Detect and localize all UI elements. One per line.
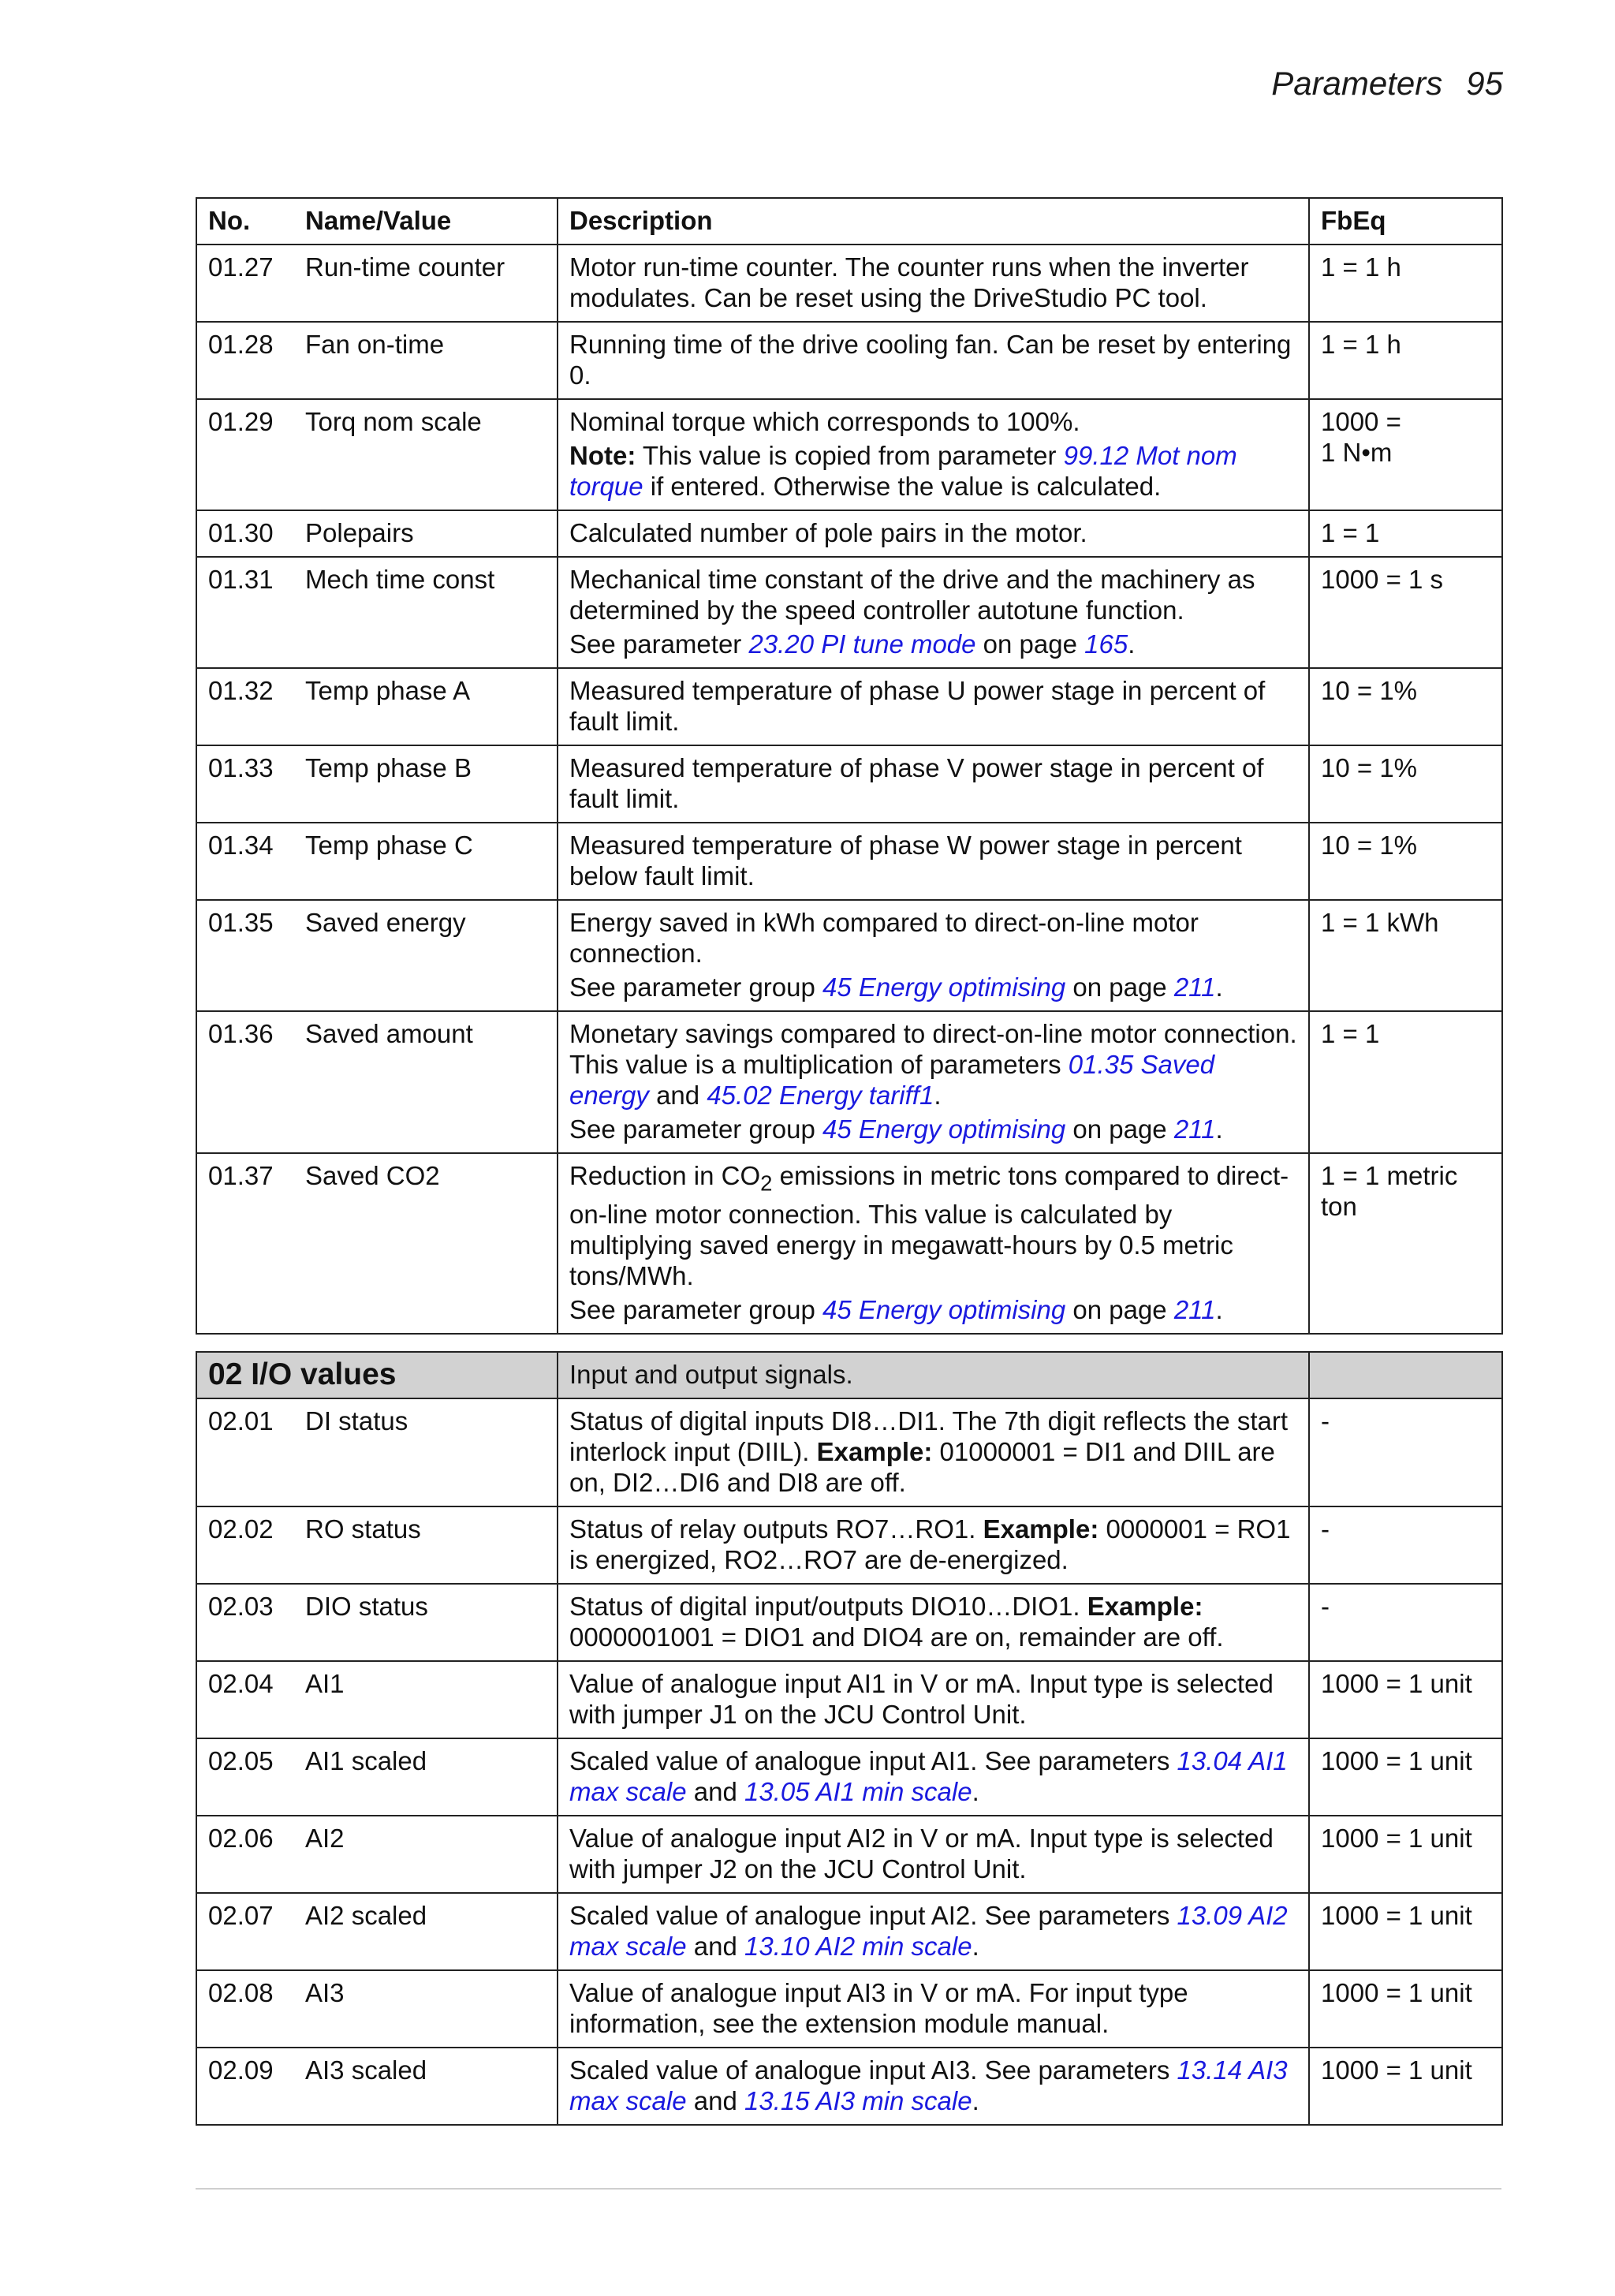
- description-text-a: Scaled value of analogue input AI3. See parameters: [569, 2055, 1177, 2085]
- param-link[interactable]: 23.20 PI tune mode: [748, 629, 976, 659]
- description-text-a: Status of digital inputs DI8…DI1. The 7th digit reflects the start interlock input (DIIL).: [569, 1406, 1289, 1466]
- see-text: on page: [975, 629, 1085, 659]
- param-description: [558, 399, 1309, 510]
- param-description: [558, 900, 1309, 1011]
- param-no: 01.37: [196, 1153, 294, 1334]
- description-text: Nominal torque which corresponds to 100%.: [569, 407, 1080, 436]
- param-no: 02.02: [196, 1506, 294, 1584]
- table-row: [196, 1816, 1502, 1893]
- see-reference: [569, 1114, 1297, 1144]
- param-description: [558, 1398, 1309, 1506]
- description-text: [569, 1018, 1297, 1111]
- param-description: Motor run-time counter. The counter runs when the inverter modulates. Can be reset using the DriveStudio PC tool.: [558, 245, 1309, 322]
- param-link[interactable]: 01.35 Saved energy: [569, 1050, 1215, 1110]
- col-header-name: Name/Value: [294, 198, 558, 245]
- param-name: AI2 scaled: [294, 1893, 558, 1970]
- see-text: .: [1215, 1114, 1223, 1144]
- param-link[interactable]: 13.05 AI1 min scale: [744, 1777, 972, 1806]
- parameters-table-01: [196, 197, 1503, 1335]
- description-text: Mechanical time constant of the drive and the machinery as determined by the speed controller autotune function.: [569, 565, 1255, 625]
- param-no: 01.30: [196, 510, 294, 557]
- description-text: Energy saved in kWh compared to direct-on-line motor connection.: [569, 908, 1199, 968]
- table-header-row: [196, 198, 1502, 245]
- table-row: [196, 399, 1502, 510]
- table-row: [196, 1661, 1502, 1738]
- table-row: [196, 510, 1502, 557]
- param-name: Run-time counter: [294, 245, 558, 322]
- see-text: .: [1215, 1294, 1223, 1324]
- param-no: 01.28: [196, 322, 294, 399]
- param-fbeq: 1000 = 1 unit: [1309, 1816, 1502, 1893]
- see-text: See parameter group: [569, 973, 823, 1002]
- description-text-a: Monetary savings compared to direct-on-line motor connection. This value is a multiplication of parameters: [569, 1019, 1297, 1079]
- table-row: [196, 322, 1502, 399]
- see-text: See parameter: [569, 629, 749, 659]
- description-text-a: Status of digital input/outputs DIO10…DIO1.: [569, 1592, 1087, 1621]
- param-description: Measured temperature of phase W power stage in percent below fault limit.: [558, 823, 1309, 900]
- param-link[interactable]: 13.04 AI1 max scale: [569, 1746, 1288, 1806]
- page-link[interactable]: 165: [1084, 629, 1128, 659]
- description-text: [569, 1160, 1297, 1291]
- description-text-b: 0000001001 = DIO1 and DIO4 are on, remainder are off.: [569, 1622, 1224, 1652]
- conjunction-text: and: [686, 2086, 744, 2115]
- see-text: .: [1128, 629, 1136, 659]
- param-no: 02.08: [196, 1970, 294, 2048]
- table-row: [196, 1584, 1502, 1661]
- param-fbeq: 10 = 1%: [1309, 823, 1502, 900]
- table-row: [196, 1398, 1502, 1506]
- group-link[interactable]: 45 Energy optimising: [822, 973, 1066, 1002]
- param-no: 02.01: [196, 1398, 294, 1506]
- group-title: 02 I/O values: [196, 1352, 558, 1398]
- param-name: AI2: [294, 1816, 558, 1893]
- table-row: [196, 1893, 1502, 1970]
- param-description: Calculated number of pole pairs in the motor.: [558, 510, 1309, 557]
- page-link[interactable]: 211: [1173, 1114, 1216, 1144]
- param-link[interactable]: 13.14 AI3 max scale: [569, 2055, 1288, 2115]
- param-no: 01.31: [196, 557, 294, 668]
- param-fbeq: 1 = 1: [1309, 510, 1502, 557]
- conjunction-text: and: [686, 1932, 744, 1961]
- note-text-b: if entered. Otherwise the value is calculated.: [643, 472, 1162, 501]
- param-fbeq: 10 = 1%: [1309, 668, 1502, 745]
- param-link[interactable]: 13.09 AI2 max scale: [569, 1901, 1288, 1961]
- param-name: AI1 scaled: [294, 1738, 558, 1816]
- description-text-b: 0000001 = RO1 is energized, RO2…RO7 are de-energized.: [569, 1514, 1291, 1574]
- see-reference: [569, 972, 1297, 1002]
- param-description: [558, 1584, 1309, 1661]
- page-header: [1271, 65, 1503, 103]
- example-label: Example:: [1087, 1592, 1203, 1621]
- param-fbeq: 1000 = 1 unit: [1309, 1738, 1502, 1816]
- param-fbeq: 1 = 1 metric ton: [1309, 1153, 1502, 1334]
- param-link[interactable]: 45.02 Energy tariff1: [707, 1081, 934, 1110]
- param-name: Torq nom scale: [294, 399, 558, 510]
- table-row: [196, 668, 1502, 745]
- param-fbeq: -: [1309, 1398, 1502, 1506]
- param-link[interactable]: 99.12 Mot nom torque: [569, 441, 1237, 501]
- param-description: [558, 1893, 1309, 1970]
- param-name: RO status: [294, 1506, 558, 1584]
- param-fbeq: 1000 = 1 unit: [1309, 1893, 1502, 1970]
- param-fbeq: -: [1309, 1506, 1502, 1584]
- param-no: 02.05: [196, 1738, 294, 1816]
- see-text: on page: [1065, 1114, 1174, 1144]
- subscript: 2: [760, 1170, 773, 1196]
- col-header-fbeq: FbEq: [1309, 198, 1502, 245]
- param-name: DI status: [294, 1398, 558, 1506]
- note-label: Note:: [569, 441, 636, 470]
- param-no: 01.27: [196, 245, 294, 322]
- param-name: Mech time const: [294, 557, 558, 668]
- period-text: .: [972, 1777, 979, 1806]
- footer-divider: [196, 2188, 1501, 2190]
- fbeq-line-2: 1 N•m: [1321, 438, 1393, 467]
- param-no: 01.34: [196, 823, 294, 900]
- conjunction-text: and: [648, 1081, 707, 1110]
- section-title: Parameters: [1271, 65, 1443, 102]
- param-description: [558, 557, 1309, 668]
- description-text-a: Reduction in CO: [569, 1161, 761, 1190]
- note-text: [569, 440, 1297, 502]
- see-text: See parameter group: [569, 1294, 823, 1324]
- page-number: 95: [1466, 65, 1503, 102]
- group-description: Input and output signals.: [558, 1352, 1309, 1398]
- param-name: Saved amount: [294, 1011, 558, 1153]
- conjunction-text: and: [686, 1777, 744, 1806]
- table-row: [196, 557, 1502, 668]
- description-text-b: 01000001 = DI1 and DIIL are on, DI2…DI6 and DI8 are off.: [569, 1437, 1275, 1497]
- param-name: Polepairs: [294, 510, 558, 557]
- page-link[interactable]: 211: [1173, 1294, 1216, 1324]
- param-no: 01.35: [196, 900, 294, 1011]
- param-name: AI3 scaled: [294, 2048, 558, 2125]
- table-row: [196, 1970, 1502, 2048]
- param-description: Value of analogue input AI3 in V or mA. For input type information, see the extension module manual.: [558, 1970, 1309, 2048]
- see-text: on page: [1065, 1294, 1174, 1324]
- col-header-no: No.: [196, 198, 294, 245]
- param-no: 02.03: [196, 1584, 294, 1661]
- see-text: on page: [1065, 973, 1174, 1002]
- param-fbeq: 1000 = 1 s: [1309, 557, 1502, 668]
- example-label: Example:: [816, 1437, 933, 1466]
- param-description: [558, 1506, 1309, 1584]
- example-label: Example:: [983, 1514, 1099, 1544]
- group-fbeq-empty: [1309, 1352, 1502, 1398]
- param-no: 01.36: [196, 1011, 294, 1153]
- param-fbeq: 1000 = 1 unit: [1309, 1661, 1502, 1738]
- param-fbeq: -: [1309, 1584, 1502, 1661]
- group-link[interactable]: 45 Energy optimising: [822, 1294, 1066, 1324]
- param-no: 02.04: [196, 1661, 294, 1738]
- param-name: DIO status: [294, 1584, 558, 1661]
- table-row: [196, 900, 1502, 1011]
- see-text: .: [1215, 973, 1223, 1002]
- table-row: [196, 823, 1502, 900]
- param-name: Saved CO2: [294, 1153, 558, 1334]
- param-fbeq: 1000 = 1 unit: [1309, 2048, 1502, 2125]
- table-row: [196, 1011, 1502, 1153]
- param-name: Temp phase B: [294, 745, 558, 823]
- param-name: Temp phase C: [294, 823, 558, 900]
- param-fbeq: 1 = 1: [1309, 1011, 1502, 1153]
- see-text: See parameter group: [569, 1114, 823, 1144]
- param-fbeq: 1000 = 1 unit: [1309, 1970, 1502, 2048]
- param-name: Saved energy: [294, 900, 558, 1011]
- param-description: Value of analogue input AI1 in V or mA. Input type is selected with jumper J1 on the JCU Control Unit.: [558, 1661, 1309, 1738]
- param-description: [558, 1153, 1309, 1334]
- param-no: 02.07: [196, 1893, 294, 1970]
- param-no: 01.32: [196, 668, 294, 745]
- table-row: [196, 1153, 1502, 1334]
- param-description: [558, 2048, 1309, 2125]
- param-fbeq: 1 = 1 h: [1309, 322, 1502, 399]
- param-fbeq: 1 = 1 h: [1309, 245, 1502, 322]
- param-link[interactable]: 13.10 AI2 min scale: [744, 1932, 972, 1961]
- period-text: .: [934, 1081, 942, 1110]
- group-link[interactable]: 45 Energy optimising: [822, 1114, 1066, 1144]
- param-description: Measured temperature of phase U power stage in percent of fault limit.: [558, 668, 1309, 745]
- description-text-a: Status of relay outputs RO7…RO1.: [569, 1514, 983, 1544]
- param-fbeq: 10 = 1%: [1309, 745, 1502, 823]
- period-text: .: [972, 1932, 979, 1961]
- param-description: Value of analogue input AI2 in V or mA. Input type is selected with jumper J2 on the JCU Control Unit.: [558, 1816, 1309, 1893]
- param-name: AI1: [294, 1661, 558, 1738]
- param-description: Running time of the drive cooling fan. Can be reset by entering 0.: [558, 322, 1309, 399]
- col-header-description: Description: [558, 198, 1309, 245]
- param-no: 02.06: [196, 1816, 294, 1893]
- description-text-a: Scaled value of analogue input AI2. See parameters: [569, 1901, 1177, 1930]
- param-fbeq: [1309, 399, 1502, 510]
- table-row: [196, 1738, 1502, 1816]
- table-row: [196, 245, 1502, 322]
- param-name: AI3: [294, 1970, 558, 2048]
- param-description: [558, 1738, 1309, 1816]
- see-reference: [569, 629, 1297, 659]
- table-row: [196, 2048, 1502, 2125]
- param-no: 01.29: [196, 399, 294, 510]
- param-fbeq: 1 = 1 kWh: [1309, 900, 1502, 1011]
- parameters-table-02: [196, 1351, 1503, 2126]
- page-link[interactable]: 211: [1173, 973, 1216, 1002]
- param-name: Fan on-time: [294, 322, 558, 399]
- group-header-row: [196, 1352, 1502, 1398]
- table-row: [196, 1506, 1502, 1584]
- param-description: [558, 1011, 1309, 1153]
- description-text-b: emissions in metric tons compared to direct-on-line motor connection. This value is calculated by multiplying saved energy in megawatt-hours by 0.5 metric tons/MWh.: [569, 1161, 1289, 1290]
- note-text-a: This value is copied from parameter: [636, 441, 1064, 470]
- param-description: Measured temperature of phase V power stage in percent of fault limit.: [558, 745, 1309, 823]
- see-reference: [569, 1294, 1297, 1325]
- param-link[interactable]: 13.15 AI3 min scale: [744, 2086, 972, 2115]
- period-text: .: [972, 2086, 979, 2115]
- description-text-a: Scaled value of analogue input AI1. See parameters: [569, 1746, 1177, 1775]
- param-no: 02.09: [196, 2048, 294, 2125]
- param-name: Temp phase A: [294, 668, 558, 745]
- table-row: [196, 745, 1502, 823]
- fbeq-line-1: 1000 =: [1321, 407, 1401, 436]
- param-no: 01.33: [196, 745, 294, 823]
